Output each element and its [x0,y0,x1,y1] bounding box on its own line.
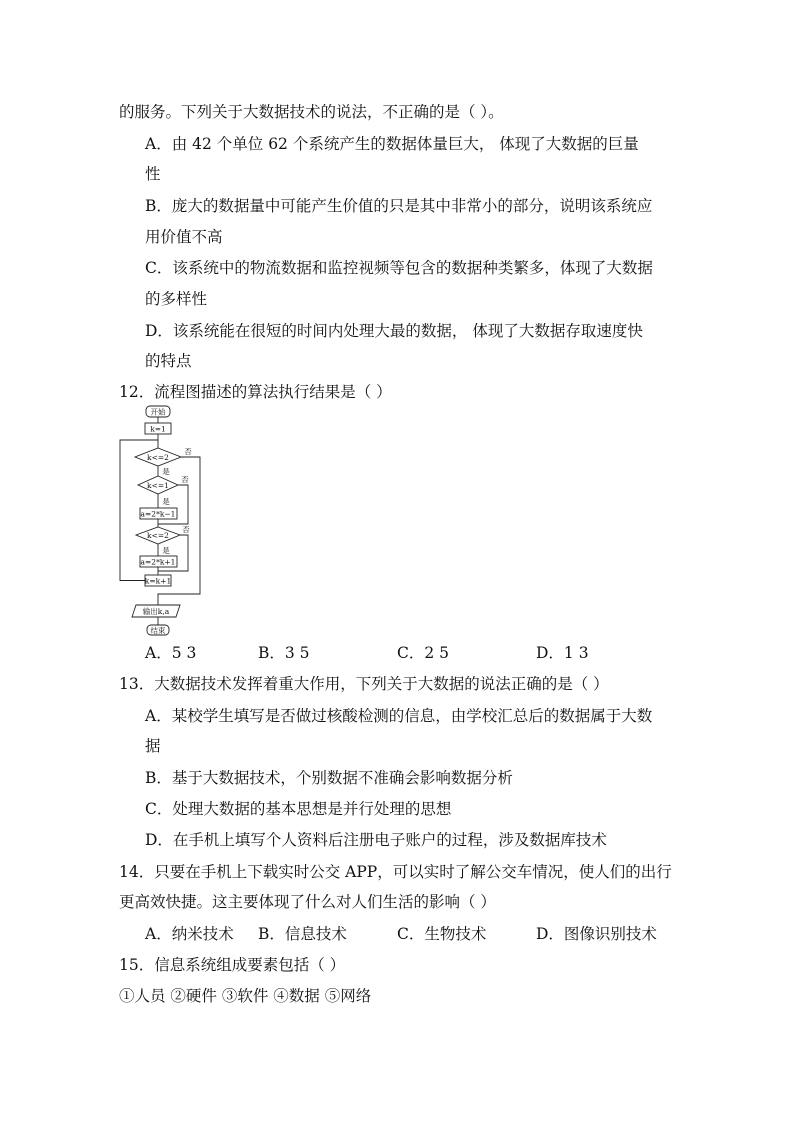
q13-option-a-cont: 据 [145,737,161,755]
q13-stem: 13．大数据技术发挥着重大作用，下列关于大数据的说法正确的是（ ） [119,675,609,693]
q14-option-c: C．生物技术 [397,925,487,943]
flow-yes-label-3: 是 [162,546,170,555]
q14-option-b: B．信息技术 [258,925,347,943]
q11-option-a: A．由 42 个单位 62 个系统产生的数据体量巨大， 体现了大数据的巨量 [145,135,639,153]
q12-option-b: B．3 5 [258,644,310,662]
flow-cond2-text: k<=1 [147,481,169,490]
q14-option-a: A．纳米技术 [145,925,234,943]
flow-cond3-text: k<=2 [147,531,169,540]
flow-output-text: 输出k,a [142,607,170,616]
q15-stem: 15．信息系统组成要素包括（ ） [119,956,346,974]
flow-no-label-3: 否 [182,525,190,534]
q11-option-b-cont: 用价值不高 [145,228,223,246]
flow-yes-label-2: 是 [162,497,170,506]
q12-option-d: D．1 3 [536,644,589,662]
q12-option-c: C．2 5 [397,644,450,662]
q11-option-d: D．该系统能在很短的时间内处理大最的数据， 体现了大数据存取速度快 [145,322,643,340]
q13-option-c: C．处理大数据的基本思想是并行处理的思想 [145,800,452,818]
q11-option-b: B．庞大的数据量中可能产生价值的只是其中非常小的部分，说明该系统应 [145,197,653,215]
flow-no-label-1: 否 [184,447,192,456]
q11-option-c-cont: 的多样性 [145,290,208,308]
flow-no-label-2: 否 [181,475,189,484]
q13-option-a: A．某校学生填写是否做过核酸检测的信息，由学校汇总后的数据属于大数 [145,707,653,725]
q11-option-a-cont: 性 [145,165,161,183]
flow-yes-label-1: 是 [162,467,170,476]
flow-step2-text: a=2*k+1 [140,557,176,567]
flow-end-text: 结束 [150,626,166,635]
q13-option-d: D．在手机上填写个人资料后注册电子账户的过程，涉及数据库技术 [145,831,607,849]
q12-stem: 12．流程图描述的算法执行结果是（ ） [119,383,392,401]
q11-option-c: C．该系统中的物流数据和监控视频等包含的数据种类繁多，体现了大数据 [145,259,653,277]
q15-items: ①人员 ②硬件 ③软件 ④数据 ⑤网络 [119,987,372,1005]
flow-init-text: k=1 [150,424,166,434]
flow-incr-text: k=k+1 [144,576,172,586]
flow-cond1-text: k<=2 [147,453,169,462]
q14-option-d: D．图像识别技术 [536,925,657,943]
intro-line: 的服务。下列关于大数据技术的说法，不正确的是（ ）。 [119,103,504,121]
flow-start-text: 开始 [150,407,166,417]
q12-option-a: A．5 3 [145,644,197,662]
q13-option-b: B．基于大数据技术，个别数据不准确会影响数据分析 [145,769,513,787]
q11-option-d-cont: 的特点 [145,352,192,370]
q12-flowchart [112,400,212,640]
q14-stem: 14．只要在手机上下载实时公交 APP，可以实时了解公交车情况，使人们的出行 [119,863,672,881]
q14-stem-cont: 更高效快捷。这主要体现了什么对人们生活的影响（ ） [119,893,496,911]
flow-step1-text: a=2*k−1 [140,509,176,519]
